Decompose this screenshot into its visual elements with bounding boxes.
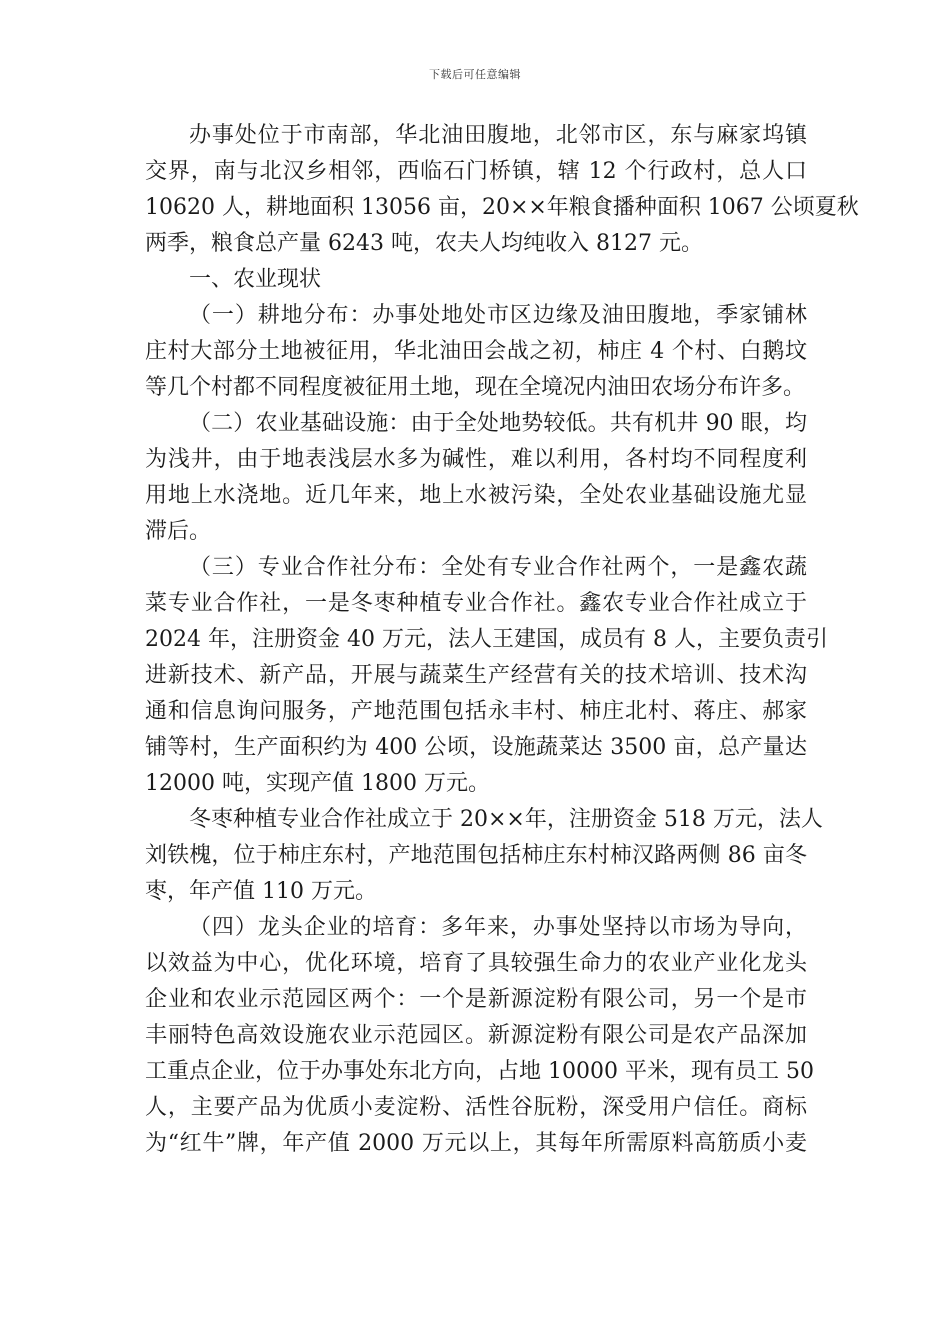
text-line: 菜专业合作社，一是冬枣种植专业合作社。鑫农专业合作社成立于 — [145, 591, 807, 616]
text-line: 进新技术、新产品，开展与蔬菜生产经营有关的技术培训、技术沟 — [145, 663, 807, 688]
text-line: 冬枣种植专业合作社成立于 20××年，注册资金 518 万元，法人 — [189, 807, 823, 832]
text-line: 枣，年产值 110 万元。 — [145, 879, 377, 904]
paragraph-jujube — [145, 802, 823, 910]
text-line: 2024 年，注册资金 40 万元，法人王建国，成员有 8 人，主要负责引 — [145, 627, 828, 652]
text-line: 两季，粮食总产量 6243 吨，农夫人均纯收入 8127 元。 — [145, 231, 703, 256]
text-line: 办事处位于市南部，华北油田腹地，北邻市区，东与麻家坞镇 — [189, 123, 807, 148]
text-line: 等几个村都不同程度被征用土地，现在全境况内油田农场分布许多。 — [145, 375, 806, 400]
paragraph-intro — [145, 118, 859, 262]
paragraph-infrastructure — [145, 406, 807, 550]
document-body — [145, 118, 859, 1162]
paragraph-cooperatives — [145, 550, 828, 802]
text-line: 为“红牛”牌，年产值 2000 万元以上，其每年所需原料高筋质小麦 — [145, 1131, 807, 1156]
text-line: 铺等村，生产面积约为 400 公顷，设施蔬菜达 3500 亩，总产量达 — [145, 735, 807, 760]
text-line: （三）专业合作社分布：全处有专业合作社两个，一是鑫农蔬 — [189, 555, 807, 580]
text-line: 为浅井，由于地表浅层水多为碱性，难以利用，各村均不同程度利 — [145, 447, 807, 472]
text-line: （一）耕地分布：办事处地处市区边缘及油田腹地，季家铺林 — [189, 303, 807, 328]
text-line: 工重点企业，位于办事处东北方向，占地 10000 平米，现有员工 50 — [145, 1059, 814, 1084]
paragraph-farmland — [145, 298, 807, 406]
heading-text: 一、农业现状 — [189, 267, 322, 292]
text-line: 人，主要产品为优质小麦淀粉、活性谷朊粉，深受用户信任。商标 — [145, 1095, 807, 1120]
text-line: 刘铁槐，位于柿庄东村，产地范围包括柿庄东村柿汉路两侧 86 亩冬 — [145, 843, 807, 868]
text-line: 用地上水浇地。近几年来，地上水被污染，全处农业基础设施尤显 — [145, 483, 807, 508]
text-line: （四）龙头企业的培育：多年来，办事处坚持以市场为导向， — [189, 915, 807, 940]
text-line: 企业和农业示范园区两个：一个是新源淀粉有限公司，另一个是市 — [145, 987, 807, 1012]
text-line: 交界，南与北汉乡相邻，西临石门桥镇，辖 12 个行政村，总人口 — [145, 159, 807, 184]
text-line: 通和信息询问服务，产地范围包括永丰村、柿庄北村、蒋庄、郝家 — [145, 699, 807, 724]
section-heading — [145, 262, 807, 298]
text-line: 以效益为中心，优化环境，培育了具较强生命力的农业产业化龙头 — [145, 951, 807, 976]
text-line: 丰丽特色高效设施农业示范园区。新源淀粉有限公司是农产品深加 — [145, 1023, 807, 1048]
page-header: 下载后可任意编辑 — [429, 68, 521, 81]
text-line: 滞后。 — [145, 519, 212, 544]
paragraph-leading-enterprises — [145, 910, 814, 1162]
text-line: （二）农业基础设施：由于全处地势较低。共有机井 90 眼，均 — [189, 411, 807, 436]
text-line: 10620 人，耕地面积 13056 亩，20××年粮食播种面积 1067 公顷夏秋 — [145, 195, 859, 220]
text-line: 12000 吨，实现产值 1800 万元。 — [145, 771, 490, 796]
text-line: 庄村大部分土地被征用，华北油田会战之初，柿庄 4 个村、白鹅坟 — [145, 339, 807, 364]
